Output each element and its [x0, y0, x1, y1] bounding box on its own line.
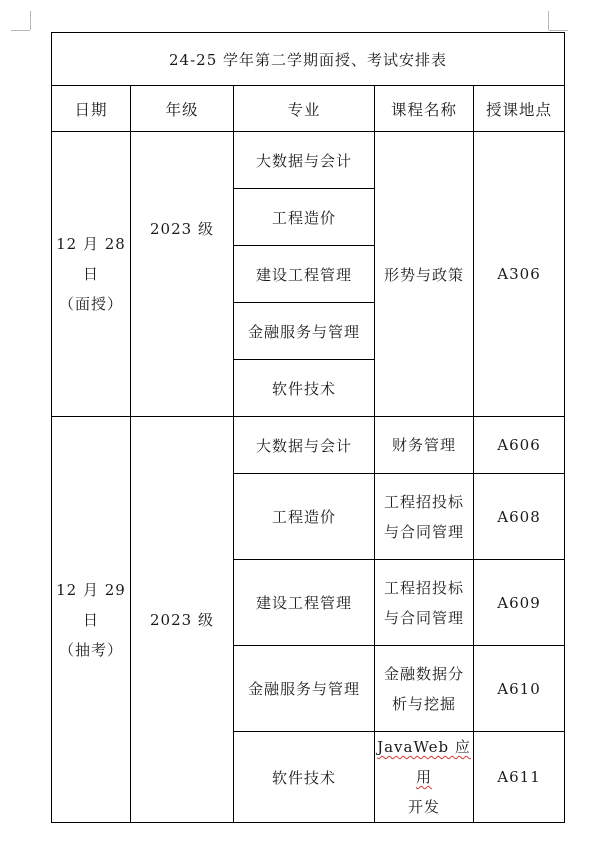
major-cell: 金融服务与管理 — [234, 303, 375, 360]
major-cell: 建设工程管理 — [234, 246, 375, 303]
course-cell — [375, 646, 474, 732]
major-cell: 软件技术 — [234, 732, 375, 823]
course-cell — [375, 417, 474, 474]
course-cell — [375, 560, 474, 646]
margin-corner-mark — [11, 30, 30, 31]
major-cell: 软件技术 — [234, 360, 375, 417]
margin-corner-mark — [548, 11, 549, 30]
major-cell: 工程造价 — [234, 189, 375, 246]
course-text: 与合同管理 — [383, 608, 464, 627]
location-cell: A608 — [474, 474, 565, 560]
course-text: 财务管理 — [391, 436, 456, 454]
table-row — [52, 417, 565, 474]
margin-corner-mark — [549, 30, 568, 31]
date-cell — [52, 417, 131, 823]
date-cell — [52, 132, 131, 417]
course-cell — [375, 732, 474, 823]
column-header-major: 专业 — [234, 86, 375, 132]
location-cell: A606 — [474, 417, 565, 474]
major-cell: 大数据与会计 — [234, 132, 375, 189]
table-row — [52, 132, 565, 189]
course-cell — [375, 474, 474, 560]
table-title: 24-25 学年第二学期面授、考试安排表 — [52, 33, 565, 86]
margin-corner-mark — [30, 11, 31, 30]
location-cell: A610 — [474, 646, 565, 732]
grade-cell: 2023 级 — [131, 417, 234, 823]
major-cell: 金融服务与管理 — [234, 646, 375, 732]
session-type-text: （面授） — [58, 295, 123, 313]
major-cell: 工程造价 — [234, 474, 375, 560]
date-text: 12 月 29 日 — [56, 580, 126, 629]
major-cell: 建设工程管理 — [234, 560, 375, 646]
location-cell: A609 — [474, 560, 565, 646]
session-type-text: （抽考） — [58, 640, 123, 659]
course-text: 金融数据分 — [383, 664, 464, 683]
column-header-course: 课程名称 — [375, 86, 474, 132]
course-cell: 形势与政策 — [375, 132, 474, 417]
course-text: 开发 — [407, 798, 440, 816]
location-cell: A611 — [474, 732, 565, 823]
course-text: 工程招投标 — [383, 492, 464, 511]
column-header-date: 日期 — [52, 86, 131, 132]
date-text: 12 月 28 日 — [56, 235, 126, 283]
column-header-grade: 年级 — [131, 86, 234, 132]
course-text: 析与挖掘 — [391, 694, 456, 713]
major-cell: 大数据与会计 — [234, 417, 375, 474]
grade-cell: 2023 级 — [131, 132, 234, 417]
schedule-table — [51, 32, 565, 823]
location-cell: A306 — [474, 132, 565, 417]
column-header-location: 授课地点 — [474, 86, 565, 132]
course-text: 与合同管理 — [383, 522, 464, 541]
header-row — [52, 86, 565, 132]
course-text: JavaWeb 应用 — [377, 738, 471, 786]
course-text: 工程招投标 — [383, 578, 464, 597]
